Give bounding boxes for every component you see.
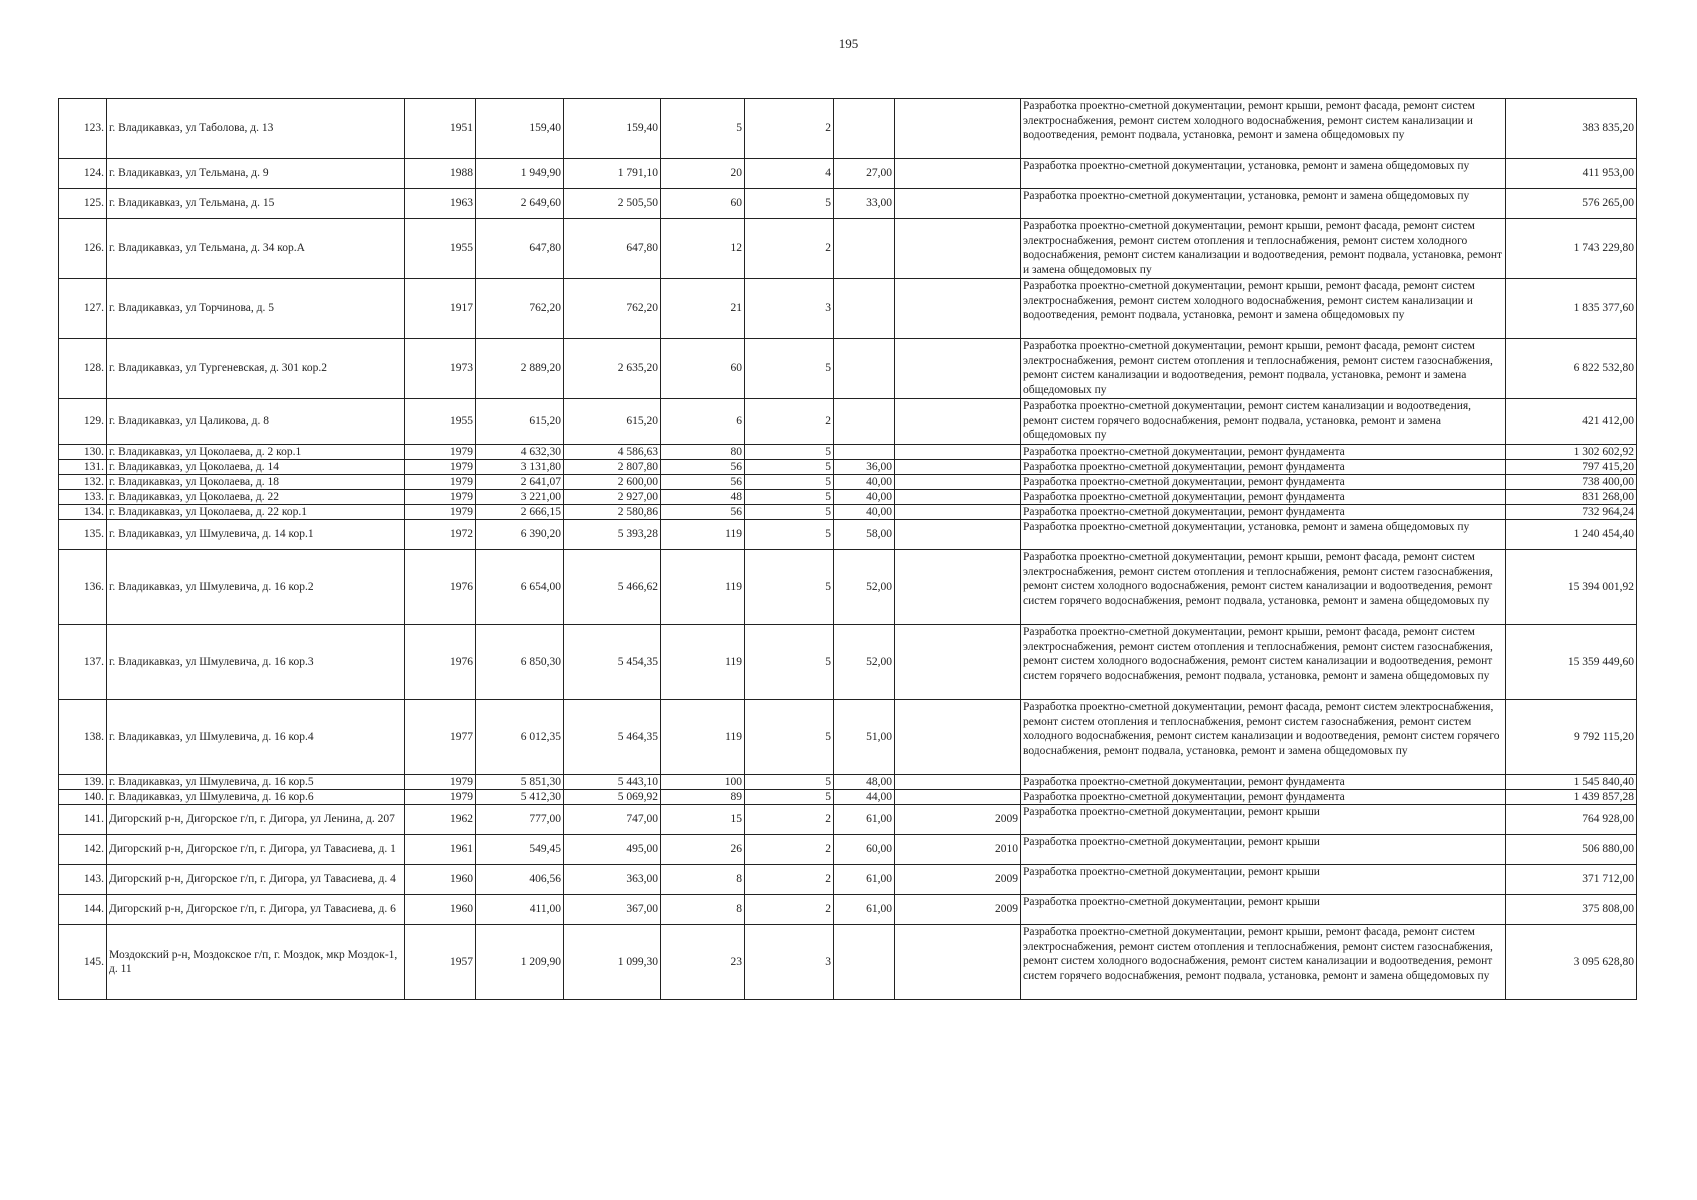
residents-cell: 89 — [661, 790, 745, 805]
wear-percent-cell: 61,00 — [834, 805, 895, 835]
cost-cell: 576 265,00 — [1506, 189, 1637, 219]
floors-cell: 5 — [745, 700, 834, 775]
work-description-cell: Разработка проектно-сметной документации, ремонт фундамента — [1021, 490, 1506, 505]
living-area-cell: 495,00 — [564, 835, 661, 865]
row-number: 140. — [59, 790, 107, 805]
address-cell: Моздокский р-н, Моздокское г/п, г. Моздок, мкр Моздок-1, д. 11 — [107, 925, 405, 1000]
cost-cell: 6 822 532,80 — [1506, 339, 1637, 399]
last-repair-year-cell: 2009 — [895, 805, 1021, 835]
work-description-cell: Разработка проектно-сметной документации, установка, ремонт и замена общедомовых пу — [1021, 189, 1506, 219]
floors-cell: 5 — [745, 505, 834, 520]
total-area-cell: 4 632,30 — [476, 445, 564, 460]
residents-cell: 56 — [661, 460, 745, 475]
floors-cell: 5 — [745, 790, 834, 805]
address-cell: г. Владикавказ, ул Шмулевича, д. 16 кор.4 — [107, 700, 405, 775]
living-area-cell: 747,00 — [564, 805, 661, 835]
last-repair-year-cell — [895, 399, 1021, 445]
floors-cell: 5 — [745, 520, 834, 550]
living-area-cell: 647,80 — [564, 219, 661, 279]
row-number: 145. — [59, 925, 107, 1000]
wear-percent-cell: 61,00 — [834, 895, 895, 925]
cost-cell: 738 400,00 — [1506, 475, 1637, 490]
floors-cell: 3 — [745, 925, 834, 1000]
last-repair-year-cell — [895, 490, 1021, 505]
total-area-cell: 159,40 — [476, 99, 564, 159]
address-cell: г. Владикавказ, ул Тургеневская, д. 301 кор.2 — [107, 339, 405, 399]
year-built-cell: 1972 — [405, 520, 476, 550]
year-built-cell: 1979 — [405, 775, 476, 790]
year-built-cell: 1977 — [405, 700, 476, 775]
living-area-cell: 2 580,86 — [564, 505, 661, 520]
residents-cell: 119 — [661, 625, 745, 700]
year-built-cell: 1951 — [405, 99, 476, 159]
table-row — [59, 219, 1637, 279]
living-area-cell: 762,20 — [564, 279, 661, 339]
year-built-cell: 1988 — [405, 159, 476, 189]
address-cell: г. Владикавказ, ул Цоколаева, д. 2 кор.1 — [107, 445, 405, 460]
living-area-cell: 615,20 — [564, 399, 661, 445]
last-repair-year-cell — [895, 925, 1021, 1000]
row-number: 130. — [59, 445, 107, 460]
floors-cell: 2 — [745, 865, 834, 895]
table-row — [59, 505, 1637, 520]
table-row — [59, 339, 1637, 399]
living-area-cell: 367,00 — [564, 895, 661, 925]
cost-cell: 1 545 840,40 — [1506, 775, 1637, 790]
row-number: 139. — [59, 775, 107, 790]
work-description-cell: Разработка проектно-сметной документации, ремонт фундамента — [1021, 475, 1506, 490]
wear-percent-cell: 52,00 — [834, 625, 895, 700]
wear-percent-cell: 40,00 — [834, 490, 895, 505]
last-repair-year-cell: 2009 — [895, 895, 1021, 925]
wear-percent-cell: 44,00 — [834, 790, 895, 805]
last-repair-year-cell — [895, 700, 1021, 775]
living-area-cell: 1 099,30 — [564, 925, 661, 1000]
living-area-cell: 2 807,80 — [564, 460, 661, 475]
cost-cell: 371 712,00 — [1506, 865, 1637, 895]
floors-cell: 5 — [745, 339, 834, 399]
year-built-cell: 1961 — [405, 835, 476, 865]
year-built-cell: 1973 — [405, 339, 476, 399]
year-built-cell: 1979 — [405, 490, 476, 505]
work-description-cell: Разработка проектно-сметной документации, ремонт крыши, ремонт фасада, ремонт систем электроснабжения, ремонт систем отопления и теплоснабжения, ремонт систем газоснабжения, ремонт систем холодного водоснабжения, ремонт систем канализации и водоотведения, ремонт систем горячего водоснабжения, ремонт подвала, установка, ремонт и замена общедомовых пу — [1021, 550, 1506, 625]
cost-cell: 411 953,00 — [1506, 159, 1637, 189]
total-area-cell: 2 649,60 — [476, 189, 564, 219]
wear-percent-cell: 40,00 — [834, 475, 895, 490]
living-area-cell: 159,40 — [564, 99, 661, 159]
wear-percent-cell — [834, 219, 895, 279]
residents-cell: 80 — [661, 445, 745, 460]
row-number: 138. — [59, 700, 107, 775]
residents-cell: 8 — [661, 895, 745, 925]
address-cell: г. Владикавказ, ул Цоколаева, д. 18 — [107, 475, 405, 490]
table-row — [59, 520, 1637, 550]
total-area-cell: 6 012,35 — [476, 700, 564, 775]
address-cell: г. Владикавказ, ул Тельмана, д. 9 — [107, 159, 405, 189]
row-number: 131. — [59, 460, 107, 475]
last-repair-year-cell — [895, 189, 1021, 219]
residents-cell: 100 — [661, 775, 745, 790]
residents-cell: 60 — [661, 339, 745, 399]
cost-cell: 831 268,00 — [1506, 490, 1637, 505]
address-cell: г. Владикавказ, ул Таболова, д. 13 — [107, 99, 405, 159]
cost-cell: 1 240 454,40 — [1506, 520, 1637, 550]
row-number: 134. — [59, 505, 107, 520]
last-repair-year-cell — [895, 505, 1021, 520]
row-number: 144. — [59, 895, 107, 925]
total-area-cell: 6 390,20 — [476, 520, 564, 550]
address-cell: г. Владикавказ, ул Цоколаева, д. 22 — [107, 490, 405, 505]
work-description-cell: Разработка проектно-сметной документации, ремонт фундамента — [1021, 790, 1506, 805]
last-repair-year-cell — [895, 475, 1021, 490]
floors-cell: 2 — [745, 399, 834, 445]
row-number: 125. — [59, 189, 107, 219]
table-body — [59, 99, 1637, 1000]
last-repair-year-cell — [895, 520, 1021, 550]
address-cell: Дигорский р-н, Дигорское г/п, г. Дигора, ул Тавасиева, д. 4 — [107, 865, 405, 895]
wear-percent-cell: 36,00 — [834, 460, 895, 475]
cost-cell: 506 880,00 — [1506, 835, 1637, 865]
total-area-cell: 3 221,00 — [476, 490, 564, 505]
year-built-cell: 1957 — [405, 925, 476, 1000]
work-description-cell: Разработка проектно-сметной документации, ремонт крыши — [1021, 865, 1506, 895]
year-built-cell: 1976 — [405, 550, 476, 625]
total-area-cell: 1 209,90 — [476, 925, 564, 1000]
floors-cell: 2 — [745, 835, 834, 865]
table-row — [59, 399, 1637, 445]
living-area-cell: 2 600,00 — [564, 475, 661, 490]
last-repair-year-cell — [895, 790, 1021, 805]
residents-cell: 12 — [661, 219, 745, 279]
address-cell: г. Владикавказ, ул Цоколаева, д. 14 — [107, 460, 405, 475]
floors-cell: 3 — [745, 279, 834, 339]
cost-cell: 3 095 628,80 — [1506, 925, 1637, 1000]
table-row — [59, 625, 1637, 700]
floors-cell: 5 — [745, 475, 834, 490]
residents-cell: 119 — [661, 550, 745, 625]
wear-percent-cell: 52,00 — [834, 550, 895, 625]
total-area-cell: 5 412,30 — [476, 790, 564, 805]
cost-cell: 9 792 115,20 — [1506, 700, 1637, 775]
wear-percent-cell: 27,00 — [834, 159, 895, 189]
table-row — [59, 99, 1637, 159]
total-area-cell: 2 641,07 — [476, 475, 564, 490]
work-description-cell: Разработка проектно-сметной документации, ремонт фасада, ремонт систем электроснабжения, ремонт систем отопления и теплоснабжения, ремонт систем газоснабжения, ремонт систем холодного водоснабжения, ремонт систем канализации и водоотведения, ремонт систем горячего водоснабжения, ремонт подвала, установка, ремонт и замена общедомовых пу — [1021, 700, 1506, 775]
floors-cell: 5 — [745, 490, 834, 505]
wear-percent-cell: 40,00 — [834, 505, 895, 520]
work-description-cell: Разработка проектно-сметной документации, ремонт фундамента — [1021, 775, 1506, 790]
table-row — [59, 550, 1637, 625]
residents-cell: 23 — [661, 925, 745, 1000]
residents-cell: 5 — [661, 99, 745, 159]
floors-cell: 2 — [745, 99, 834, 159]
table-row — [59, 805, 1637, 835]
cost-cell: 15 359 449,60 — [1506, 625, 1637, 700]
row-number: 135. — [59, 520, 107, 550]
work-description-cell: Разработка проектно-сметной документации, ремонт фундамента — [1021, 505, 1506, 520]
last-repair-year-cell — [895, 445, 1021, 460]
row-number: 126. — [59, 219, 107, 279]
last-repair-year-cell — [895, 775, 1021, 790]
address-cell: г. Владикавказ, ул Тельмана, д. 34 кор.А — [107, 219, 405, 279]
living-area-cell: 2 505,50 — [564, 189, 661, 219]
wear-percent-cell: 61,00 — [834, 865, 895, 895]
total-area-cell: 6 850,30 — [476, 625, 564, 700]
cost-cell: 1 302 602,92 — [1506, 445, 1637, 460]
last-repair-year-cell — [895, 219, 1021, 279]
repair-program-table — [58, 98, 1637, 1000]
year-built-cell: 1979 — [405, 475, 476, 490]
year-built-cell: 1955 — [405, 399, 476, 445]
living-area-cell: 2 927,00 — [564, 490, 661, 505]
table-row — [59, 925, 1637, 1000]
total-area-cell: 6 654,00 — [476, 550, 564, 625]
residents-cell: 119 — [661, 520, 745, 550]
work-description-cell: Разработка проектно-сметной документации, ремонт крыши — [1021, 805, 1506, 835]
residents-cell: 15 — [661, 805, 745, 835]
work-description-cell: Разработка проектно-сметной документации, ремонт фундамента — [1021, 445, 1506, 460]
floors-cell: 5 — [745, 460, 834, 475]
work-description-cell: Разработка проектно-сметной документации, ремонт крыши, ремонт фасада, ремонт систем электроснабжения, ремонт систем холодного водоснабжения, ремонт систем канализации и водоотведения, ремонт подвала, установка, ремонт и замена общедомовых пу — [1021, 99, 1506, 159]
work-description-cell: Разработка проектно-сметной документации, ремонт крыши, ремонт фасада, ремонт систем электроснабжения, ремонт систем отопления и теплоснабжения, ремонт систем газоснабжения, ремонт систем холодного водоснабжения, ремонт систем канализации и водоотведения, ремонт систем горячего водоснабжения, ремонт подвала, установка, ремонт и замена общедомовых пу — [1021, 925, 1506, 1000]
residents-cell: 56 — [661, 505, 745, 520]
address-cell: г. Владикавказ, ул Торчинова, д. 5 — [107, 279, 405, 339]
cost-cell: 383 835,20 — [1506, 99, 1637, 159]
total-area-cell: 1 949,90 — [476, 159, 564, 189]
address-cell: Дигорский р-н, Дигорское г/п, г. Дигора, ул Тавасиева, д. 1 — [107, 835, 405, 865]
floors-cell: 5 — [745, 189, 834, 219]
cost-cell: 1 835 377,60 — [1506, 279, 1637, 339]
row-number: 133. — [59, 490, 107, 505]
table-row — [59, 279, 1637, 339]
residents-cell: 8 — [661, 865, 745, 895]
last-repair-year-cell: 2010 — [895, 835, 1021, 865]
row-number: 127. — [59, 279, 107, 339]
cost-cell: 375 808,00 — [1506, 895, 1637, 925]
living-area-cell: 5 069,92 — [564, 790, 661, 805]
last-repair-year-cell — [895, 625, 1021, 700]
wear-percent-cell — [834, 99, 895, 159]
year-built-cell: 1962 — [405, 805, 476, 835]
residents-cell: 26 — [661, 835, 745, 865]
total-area-cell: 411,00 — [476, 895, 564, 925]
work-description-cell: Разработка проектно-сметной документации, ремонт крыши — [1021, 835, 1506, 865]
total-area-cell: 549,45 — [476, 835, 564, 865]
work-description-cell: Разработка проектно-сметной документации, установка, ремонт и замена общедомовых пу — [1021, 520, 1506, 550]
total-area-cell: 615,20 — [476, 399, 564, 445]
table-row — [59, 460, 1637, 475]
residents-cell: 60 — [661, 189, 745, 219]
year-built-cell: 1979 — [405, 445, 476, 460]
floors-cell: 5 — [745, 625, 834, 700]
total-area-cell: 2 666,15 — [476, 505, 564, 520]
work-description-cell: Разработка проектно-сметной документации, ремонт крыши — [1021, 895, 1506, 925]
address-cell: г. Владикавказ, ул Шмулевича, д. 16 кор.2 — [107, 550, 405, 625]
address-cell: г. Владикавказ, ул Цаликова, д. 8 — [107, 399, 405, 445]
residents-cell: 20 — [661, 159, 745, 189]
living-area-cell: 2 635,20 — [564, 339, 661, 399]
row-number: 142. — [59, 835, 107, 865]
work-description-cell: Разработка проектно-сметной документации, ремонт крыши, ремонт фасада, ремонт систем электроснабжения, ремонт систем отопления и теплоснабжения, ремонт систем газоснабжения, ремонт систем холодного водоснабжения, ремонт систем канализации и водоотведения, ремонт систем горячего водоснабжения, ремонт подвала, установка, ремонт и замена общедомовых пу — [1021, 625, 1506, 700]
row-number: 136. — [59, 550, 107, 625]
residents-cell: 21 — [661, 279, 745, 339]
year-built-cell: 1960 — [405, 895, 476, 925]
year-built-cell: 1976 — [405, 625, 476, 700]
row-number: 141. — [59, 805, 107, 835]
address-cell: Дигорский р-н, Дигорское г/п, г. Дигора, ул Ленина, д. 207 — [107, 805, 405, 835]
cost-cell: 1 439 857,28 — [1506, 790, 1637, 805]
floors-cell: 5 — [745, 445, 834, 460]
table-row — [59, 490, 1637, 505]
table-row — [59, 895, 1637, 925]
year-built-cell: 1979 — [405, 790, 476, 805]
last-repair-year-cell — [895, 460, 1021, 475]
table-row — [59, 700, 1637, 775]
wear-percent-cell — [834, 339, 895, 399]
floors-cell: 5 — [745, 550, 834, 625]
row-number: 132. — [59, 475, 107, 490]
last-repair-year-cell — [895, 159, 1021, 189]
floors-cell: 5 — [745, 775, 834, 790]
row-number: 124. — [59, 159, 107, 189]
wear-percent-cell — [834, 925, 895, 1000]
residents-cell: 6 — [661, 399, 745, 445]
cost-cell: 421 412,00 — [1506, 399, 1637, 445]
living-area-cell: 5 454,35 — [564, 625, 661, 700]
wear-percent-cell: 58,00 — [834, 520, 895, 550]
last-repair-year-cell — [895, 99, 1021, 159]
total-area-cell: 406,56 — [476, 865, 564, 895]
total-area-cell: 2 889,20 — [476, 339, 564, 399]
row-number: 137. — [59, 625, 107, 700]
floors-cell: 4 — [745, 159, 834, 189]
total-area-cell: 777,00 — [476, 805, 564, 835]
residents-cell: 56 — [661, 475, 745, 490]
living-area-cell: 1 791,10 — [564, 159, 661, 189]
living-area-cell: 363,00 — [564, 865, 661, 895]
total-area-cell: 5 851,30 — [476, 775, 564, 790]
living-area-cell: 5 466,62 — [564, 550, 661, 625]
wear-percent-cell — [834, 399, 895, 445]
row-number: 128. — [59, 339, 107, 399]
work-description-cell: Разработка проектно-сметной документации, ремонт крыши, ремонт фасада, ремонт систем электроснабжения, ремонт систем холодного водоснабжения, ремонт систем канализации и водоотведения, ремонт подвала, установка, ремонт и замена общедомовых пу — [1021, 279, 1506, 339]
last-repair-year-cell — [895, 279, 1021, 339]
cost-cell: 1 743 229,80 — [1506, 219, 1637, 279]
year-built-cell: 1979 — [405, 460, 476, 475]
total-area-cell: 647,80 — [476, 219, 564, 279]
table-row — [59, 475, 1637, 490]
wear-percent-cell: 48,00 — [834, 775, 895, 790]
year-built-cell: 1960 — [405, 865, 476, 895]
address-cell: г. Владикавказ, ул Тельмана, д. 15 — [107, 189, 405, 219]
floors-cell: 2 — [745, 895, 834, 925]
total-area-cell: 3 131,80 — [476, 460, 564, 475]
work-description-cell: Разработка проектно-сметной документации, ремонт крыши, ремонт фасада, ремонт систем электроснабжения, ремонт систем отопления и теплоснабжения, ремонт систем холодного водоснабжения, ремонт систем канализации и водоотведения, ремонт подвала, установка, ремонт и замена общедомовых пу — [1021, 219, 1506, 279]
cost-cell: 764 928,00 — [1506, 805, 1637, 835]
residents-cell: 119 — [661, 700, 745, 775]
year-built-cell: 1955 — [405, 219, 476, 279]
work-description-cell: Разработка проектно-сметной документации, ремонт систем канализации и водоотведения, ремонт систем горячего водоснабжения, ремонт подвала, установка, ремонт и замена общедомовых пу — [1021, 399, 1506, 445]
wear-percent-cell — [834, 445, 895, 460]
table-row — [59, 159, 1637, 189]
wear-percent-cell: 60,00 — [834, 835, 895, 865]
year-built-cell: 1979 — [405, 505, 476, 520]
table-row — [59, 865, 1637, 895]
address-cell: г. Владикавказ, ул Шмулевича, д. 16 кор.6 — [107, 790, 405, 805]
last-repair-year-cell — [895, 550, 1021, 625]
floors-cell: 2 — [745, 219, 834, 279]
living-area-cell: 4 586,63 — [564, 445, 661, 460]
work-description-cell: Разработка проектно-сметной документации, установка, ремонт и замена общедомовых пу — [1021, 159, 1506, 189]
address-cell: Дигорский р-н, Дигорское г/п, г. Дигора, ул Тавасиева, д. 6 — [107, 895, 405, 925]
work-description-cell: Разработка проектно-сметной документации, ремонт фундамента — [1021, 460, 1506, 475]
table-row — [59, 189, 1637, 219]
address-cell: г. Владикавказ, ул Цоколаева, д. 22 кор.1 — [107, 505, 405, 520]
table-row — [59, 775, 1637, 790]
last-repair-year-cell: 2009 — [895, 865, 1021, 895]
year-built-cell: 1917 — [405, 279, 476, 339]
row-number: 143. — [59, 865, 107, 895]
row-number: 123. — [59, 99, 107, 159]
wear-percent-cell: 51,00 — [834, 700, 895, 775]
cost-cell: 732 964,24 — [1506, 505, 1637, 520]
living-area-cell: 5 443,10 — [564, 775, 661, 790]
living-area-cell: 5 393,28 — [564, 520, 661, 550]
residents-cell: 48 — [661, 490, 745, 505]
wear-percent-cell — [834, 279, 895, 339]
table-row — [59, 790, 1637, 805]
living-area-cell: 5 464,35 — [564, 700, 661, 775]
table-row — [59, 445, 1637, 460]
last-repair-year-cell — [895, 339, 1021, 399]
floors-cell: 2 — [745, 805, 834, 835]
address-cell: г. Владикавказ, ул Шмулевича, д. 16 кор.5 — [107, 775, 405, 790]
cost-cell: 797 415,20 — [1506, 460, 1637, 475]
total-area-cell: 762,20 — [476, 279, 564, 339]
cost-cell: 15 394 001,92 — [1506, 550, 1637, 625]
address-cell: г. Владикавказ, ул Шмулевича, д. 16 кор.3 — [107, 625, 405, 700]
table-row — [59, 835, 1637, 865]
work-description-cell: Разработка проектно-сметной документации, ремонт крыши, ремонт фасада, ремонт систем электроснабжения, ремонт систем отопления и теплоснабжения, ремонт систем газоснабжения, ремонт систем канализации и водоотведения, ремонт подвала, установка, ремонт и замена общедомовых пу — [1021, 339, 1506, 399]
page-number: 195 — [838, 36, 859, 51]
year-built-cell: 1963 — [405, 189, 476, 219]
address-cell: г. Владикавказ, ул Шмулевича, д. 14 кор.1 — [107, 520, 405, 550]
row-number: 129. — [59, 399, 107, 445]
wear-percent-cell: 33,00 — [834, 189, 895, 219]
